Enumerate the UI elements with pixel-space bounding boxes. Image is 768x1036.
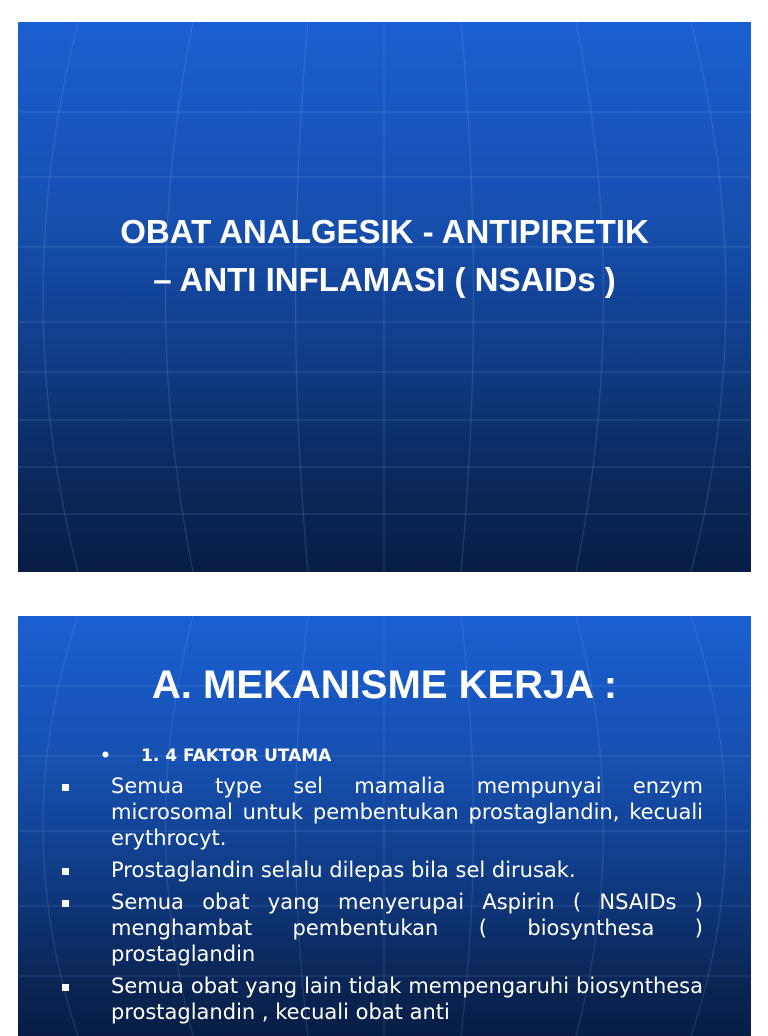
title-line-2: – ANTI INFLAMASI ( NSAIDs ) [153,261,616,298]
list-item-text: Semua type sel mamalia mempunyai enzym microsomal untuk pembentukan prostaglandin, kecuali erythrocyt. [111,774,703,850]
list-item-text: Prostaglandin selalu dilepas bila sel dirusak. [111,858,576,882]
list-item-text: Semua obat yang menyerupai Aspirin ( NSAIDs ) menghambat pembentukan ( biosynthesa ) prostaglandin [111,890,703,966]
square-bullet-icon [62,868,69,875]
content-slide [18,616,751,1036]
subheading-bullet: • [100,746,111,766]
list-item [18,889,751,967]
subheading [100,744,331,768]
title-line-1: OBAT ANALGESIK - ANTIPIRETIK [120,213,649,250]
list-item [18,857,751,883]
square-bullet-icon [62,984,69,991]
title-slide [18,22,751,572]
list-item [18,973,751,1025]
list-item [18,773,751,851]
slide-heading: A. MEKANISME KERJA : [151,663,618,707]
subheading-text: 1. 4 FAKTOR UTAMA [141,746,332,766]
square-bullet-icon [62,784,69,791]
list-item-text: Semua obat yang lain tidak mempengaruhi biosynthesa prostaglandin , kecuali obat anti [111,974,703,1024]
slide-title [18,208,751,304]
bullet-list [18,773,751,1031]
square-bullet-icon [62,900,69,907]
